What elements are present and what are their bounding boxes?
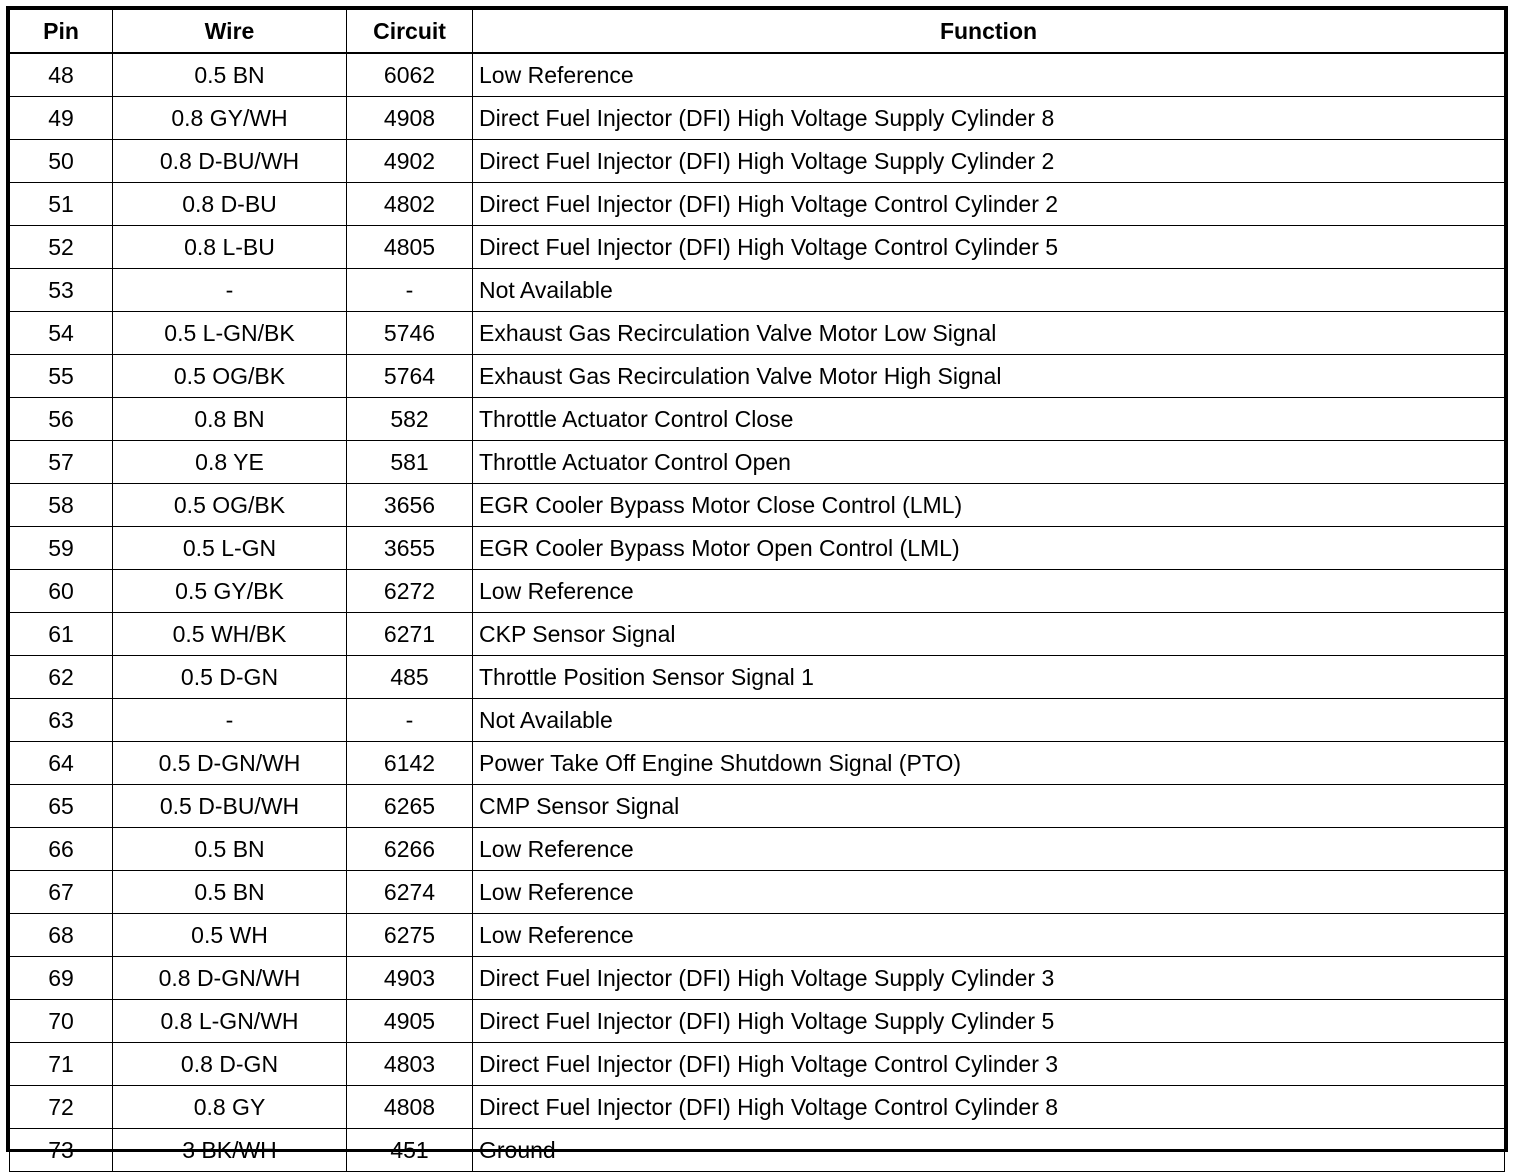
cell-pin: 69 xyxy=(10,957,113,1000)
cell-wire: 0.5 L-GN/BK xyxy=(113,312,347,355)
cell-circuit: 4902 xyxy=(347,140,473,183)
cell-function: CKP Sensor Signal xyxy=(473,613,1505,656)
cell-wire: 0.8 BN xyxy=(113,398,347,441)
cell-circuit: 4802 xyxy=(347,183,473,226)
cell-circuit: 6271 xyxy=(347,613,473,656)
cell-pin: 73 xyxy=(10,1129,113,1172)
cell-pin: 50 xyxy=(10,140,113,183)
cell-pin: 71 xyxy=(10,1043,113,1086)
cell-circuit: 582 xyxy=(347,398,473,441)
cell-function: Direct Fuel Injector (DFI) High Voltage Supply Cylinder 8 xyxy=(473,97,1505,140)
cell-function: Direct Fuel Injector (DFI) High Voltage Supply Cylinder 5 xyxy=(473,1000,1505,1043)
cell-circuit: 3656 xyxy=(347,484,473,527)
cell-circuit: 4803 xyxy=(347,1043,473,1086)
cell-wire: 3 BK/WH xyxy=(113,1129,347,1172)
cell-pin: 70 xyxy=(10,1000,113,1043)
cell-function: Low Reference xyxy=(473,53,1505,97)
cell-circuit: 6142 xyxy=(347,742,473,785)
cell-circuit: 6275 xyxy=(347,914,473,957)
cell-function: Direct Fuel Injector (DFI) High Voltage Control Cylinder 8 xyxy=(473,1086,1505,1129)
cell-wire: 0.5 BN xyxy=(113,53,347,97)
cell-circuit: 485 xyxy=(347,656,473,699)
cell-function: Exhaust Gas Recirculation Valve Motor Low Signal xyxy=(473,312,1505,355)
table-body xyxy=(10,53,1505,1172)
cell-function: Not Available xyxy=(473,269,1505,312)
table-row xyxy=(10,312,1505,355)
table-row xyxy=(10,871,1505,914)
cell-circuit: 4905 xyxy=(347,1000,473,1043)
cell-circuit: 581 xyxy=(347,441,473,484)
connector-pinout-table-frame xyxy=(6,6,1508,1163)
cell-pin: 68 xyxy=(10,914,113,957)
cell-wire: 0.5 OG/BK xyxy=(113,355,347,398)
table-row xyxy=(10,226,1505,269)
table-row xyxy=(10,355,1505,398)
table-row xyxy=(10,1086,1505,1129)
cell-wire: 0.5 D-GN xyxy=(113,656,347,699)
table-row xyxy=(10,140,1505,183)
cell-function: Throttle Actuator Control Open xyxy=(473,441,1505,484)
cell-circuit: 5764 xyxy=(347,355,473,398)
table-header-row xyxy=(10,10,1505,54)
cell-function: Direct Fuel Injector (DFI) High Voltage Control Cylinder 3 xyxy=(473,1043,1505,1086)
cell-wire: 0.5 D-BU/WH xyxy=(113,785,347,828)
cell-circuit: 4908 xyxy=(347,97,473,140)
cell-pin: 48 xyxy=(10,53,113,97)
table-row xyxy=(10,269,1505,312)
cell-pin: 53 xyxy=(10,269,113,312)
cell-wire: 0.8 D-BU/WH xyxy=(113,140,347,183)
cell-wire: 0.8 L-BU xyxy=(113,226,347,269)
cell-wire: 0.5 L-GN xyxy=(113,527,347,570)
cell-wire: 0.5 WH/BK xyxy=(113,613,347,656)
cell-pin: 64 xyxy=(10,742,113,785)
cell-pin: 62 xyxy=(10,656,113,699)
cell-pin: 59 xyxy=(10,527,113,570)
cell-pin: 58 xyxy=(10,484,113,527)
cell-wire: 0.8 D-BU xyxy=(113,183,347,226)
cell-wire: 0.5 GY/BK xyxy=(113,570,347,613)
cell-pin: 65 xyxy=(10,785,113,828)
cell-circuit: 6274 xyxy=(347,871,473,914)
cell-function: Direct Fuel Injector (DFI) High Voltage Supply Cylinder 2 xyxy=(473,140,1505,183)
cell-function: Low Reference xyxy=(473,914,1505,957)
cell-function: Direct Fuel Injector (DFI) High Voltage Control Cylinder 2 xyxy=(473,183,1505,226)
cell-wire: 0.5 BN xyxy=(113,828,347,871)
cell-function: EGR Cooler Bypass Motor Close Control (LML) xyxy=(473,484,1505,527)
cell-circuit: 4808 xyxy=(347,1086,473,1129)
cell-pin: 66 xyxy=(10,828,113,871)
table-row xyxy=(10,53,1505,97)
cell-function: Power Take Off Engine Shutdown Signal (PTO) xyxy=(473,742,1505,785)
cell-wire: 0.5 OG/BK xyxy=(113,484,347,527)
cell-function: CMP Sensor Signal xyxy=(473,785,1505,828)
cell-function: Exhaust Gas Recirculation Valve Motor High Signal xyxy=(473,355,1505,398)
connector-pinout-table xyxy=(9,9,1505,1172)
cell-circuit: 451 xyxy=(347,1129,473,1172)
table-row xyxy=(10,785,1505,828)
cell-wire: - xyxy=(113,269,347,312)
table-row xyxy=(10,914,1505,957)
table-row xyxy=(10,398,1505,441)
cell-circuit: 5746 xyxy=(347,312,473,355)
table-row xyxy=(10,183,1505,226)
cell-wire: 0.5 D-GN/WH xyxy=(113,742,347,785)
cell-function: Throttle Position Sensor Signal 1 xyxy=(473,656,1505,699)
table-row xyxy=(10,828,1505,871)
cell-wire: 0.8 GY/WH xyxy=(113,97,347,140)
cell-function: Not Available xyxy=(473,699,1505,742)
cell-circuit: 6272 xyxy=(347,570,473,613)
cell-wire: 0.8 D-GN xyxy=(113,1043,347,1086)
cell-pin: 67 xyxy=(10,871,113,914)
cell-pin: 56 xyxy=(10,398,113,441)
cell-function: Direct Fuel Injector (DFI) High Voltage Supply Cylinder 3 xyxy=(473,957,1505,1000)
table-row xyxy=(10,656,1505,699)
cell-function: Ground xyxy=(473,1129,1505,1172)
cell-pin: 61 xyxy=(10,613,113,656)
header-circuit: Circuit xyxy=(347,10,473,54)
cell-function: EGR Cooler Bypass Motor Open Control (LML) xyxy=(473,527,1505,570)
cell-function: Low Reference xyxy=(473,871,1505,914)
cell-circuit: 4805 xyxy=(347,226,473,269)
cell-wire: 0.5 WH xyxy=(113,914,347,957)
cell-function: Throttle Actuator Control Close xyxy=(473,398,1505,441)
table-row xyxy=(10,1000,1505,1043)
cell-circuit: - xyxy=(347,699,473,742)
table-row xyxy=(10,613,1505,656)
cell-wire: - xyxy=(113,699,347,742)
cell-pin: 51 xyxy=(10,183,113,226)
cell-wire: 0.8 D-GN/WH xyxy=(113,957,347,1000)
cell-circuit: - xyxy=(347,269,473,312)
cell-pin: 55 xyxy=(10,355,113,398)
table-row xyxy=(10,699,1505,742)
table-row xyxy=(10,1043,1505,1086)
table-row xyxy=(10,570,1505,613)
header-function: Function xyxy=(473,10,1505,54)
cell-pin: 72 xyxy=(10,1086,113,1129)
cell-wire: 0.8 YE xyxy=(113,441,347,484)
table-row xyxy=(10,742,1505,785)
cell-pin: 63 xyxy=(10,699,113,742)
cell-circuit: 3655 xyxy=(347,527,473,570)
cell-circuit: 6062 xyxy=(347,53,473,97)
cell-circuit: 6265 xyxy=(347,785,473,828)
cell-pin: 49 xyxy=(10,97,113,140)
cell-pin: 57 xyxy=(10,441,113,484)
cell-function: Low Reference xyxy=(473,828,1505,871)
cell-circuit: 6266 xyxy=(347,828,473,871)
cell-wire: 0.5 BN xyxy=(113,871,347,914)
header-pin: Pin xyxy=(10,10,113,54)
cell-wire: 0.8 L-GN/WH xyxy=(113,1000,347,1043)
table-row xyxy=(10,97,1505,140)
table-row xyxy=(10,957,1505,1000)
cell-function: Direct Fuel Injector (DFI) High Voltage Control Cylinder 5 xyxy=(473,226,1505,269)
cell-function: Low Reference xyxy=(473,570,1505,613)
cell-circuit: 4903 xyxy=(347,957,473,1000)
header-wire: Wire xyxy=(113,10,347,54)
cell-wire: 0.8 GY xyxy=(113,1086,347,1129)
cell-pin: 60 xyxy=(10,570,113,613)
cell-pin: 52 xyxy=(10,226,113,269)
table-row xyxy=(10,484,1505,527)
table-row xyxy=(10,1129,1505,1172)
table-row xyxy=(10,527,1505,570)
cell-pin: 54 xyxy=(10,312,113,355)
table-row xyxy=(10,441,1505,484)
